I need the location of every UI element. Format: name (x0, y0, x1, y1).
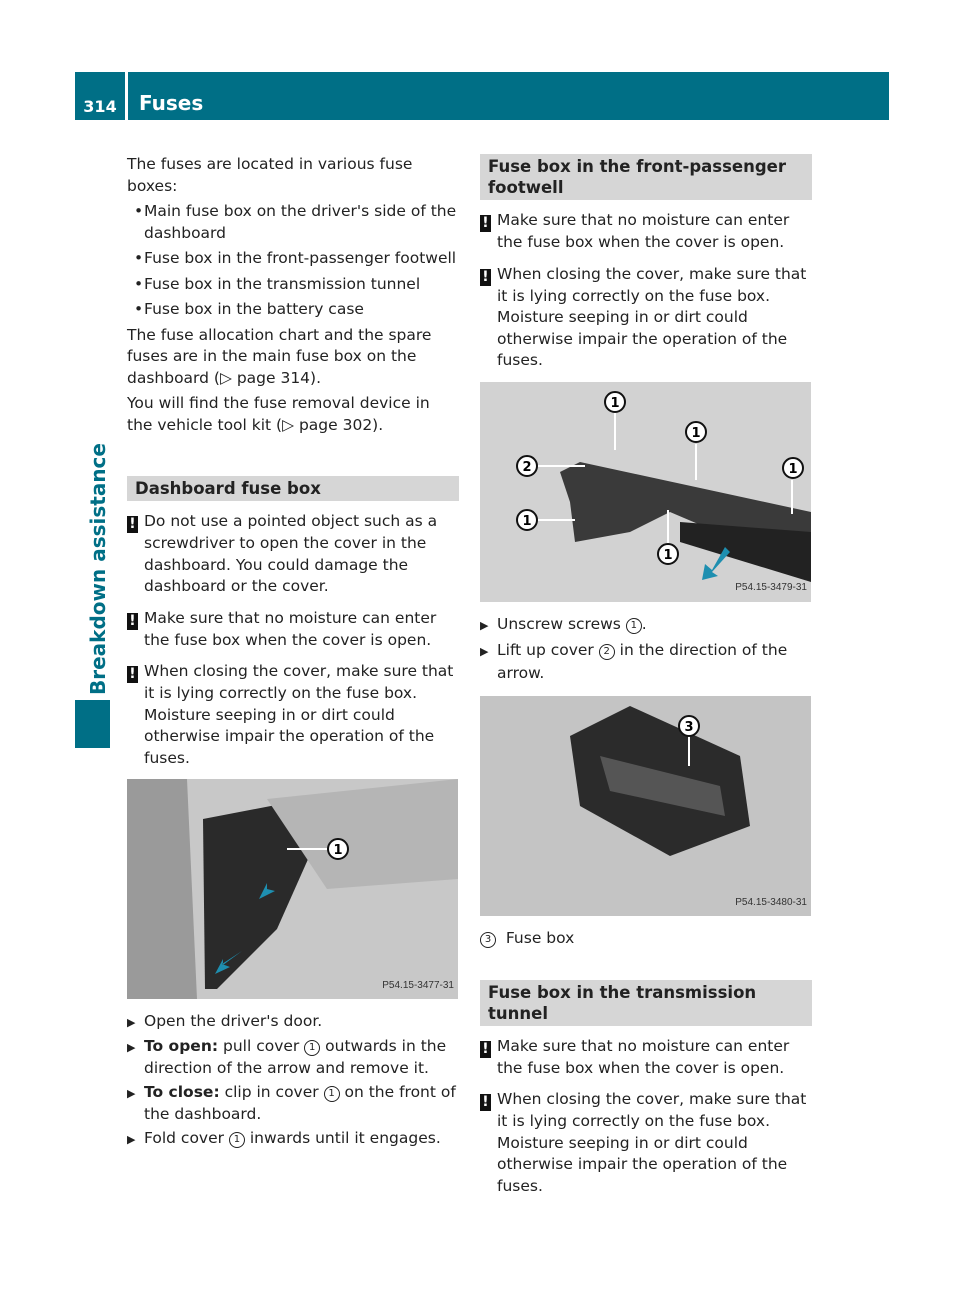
list-item: • Main fuse box on the driver's side of the dashboard (127, 201, 459, 244)
step-arrow-icon: ▶ (480, 645, 489, 658)
warning-icon: ! (480, 215, 491, 232)
page-number: 314 (75, 72, 125, 120)
warning-icon: ! (480, 1041, 491, 1058)
page-title: Fuses (128, 72, 889, 120)
warning: ! Make sure that no moisture can enter the fuse box when the cover is open. (480, 1036, 812, 1080)
side-tab-marker (75, 700, 110, 748)
svg-text:1: 1 (663, 547, 673, 563)
fuse-box-figure (480, 696, 811, 916)
svg-text:1: 1 (522, 513, 532, 529)
warning: ! Make sure that no moisture can enter the fuse box when the cover is open. (480, 210, 812, 254)
figure-code: P54.15-3479-31 (735, 582, 807, 593)
list-item: • Fuse box in the front-passenger footwell (127, 248, 459, 270)
warning: ! Make sure that no moisture can enter the fuse box when the cover is open. (127, 608, 459, 652)
instruction-step: ▶ Unscrew screws 1 . (480, 614, 812, 637)
section-heading: Fuse box in the front-passenger footwell (480, 154, 812, 200)
warning-icon: ! (127, 666, 138, 683)
list-item: • Fuse box in the battery case (127, 299, 459, 321)
svg-text:3: 3 (684, 720, 694, 735)
section-heading: Dashboard fuse box (127, 476, 459, 501)
instruction-step: ▶ To close: clip in cover 1 on the front of the dashboard. (127, 1082, 456, 1123)
warning: ! When closing the cover, make sure that it is lying correctly on the fuse box. Moisture seeping in or dirt could otherwise impair the operation of the fuses. (480, 264, 812, 372)
svg-text:1: 1 (610, 395, 620, 411)
step-arrow-icon: ▶ (480, 618, 489, 632)
instruction-step: ▶ Lift up cover 2 in the direction of the arrow. (480, 641, 788, 682)
instruction-step: ▶ To open: pull cover 1 outwards in the direction of the arrow and remove it. (127, 1036, 447, 1077)
passenger-footwell-figure (480, 382, 811, 602)
step-arrow-icon: ▶ (127, 1016, 136, 1029)
step-arrow-icon: ▶ (127, 1086, 136, 1100)
warning: ! When closing the cover, make sure that it is lying correctly on the fuse box. Moisture seeping in or dirt could otherwise impair the operation of the fuses. (127, 661, 459, 769)
step-arrow-icon: ▶ (127, 1132, 136, 1146)
instruction-step: ▶ Fold cover 1 inwards until it engages. (127, 1128, 459, 1151)
intro-text: The fuses are located in various fuse boxes: (127, 155, 413, 195)
warning: ! Do not use a pointed object such as a screwdriver to open the cover in the dashboard. You could damage the dashboard or the cover. (127, 511, 459, 598)
figure-legend: 3 Fuse box (480, 928, 812, 950)
warning-icon: ! (127, 516, 138, 533)
instruction-step: ▶ Open the driver's door. (127, 1011, 459, 1034)
left-column (127, 154, 459, 1152)
svg-text:2: 2 (522, 459, 532, 475)
warning-icon: ! (480, 269, 491, 286)
warning-icon: ! (127, 613, 138, 630)
dashboard-fuse-box-figure (127, 779, 458, 999)
section-heading: Fuse box in the transmission tunnel (480, 980, 812, 1026)
svg-text:1: 1 (788, 461, 798, 477)
warning: ! When closing the cover, make sure that it is lying correctly on the fuse box. Moisture seeping in or dirt could otherwise impair the operation of the fuses. (480, 1089, 812, 1197)
right-column (480, 154, 812, 1207)
step-arrow-icon: ▶ (127, 1040, 136, 1054)
paragraph: You will find the fuse removal device in the vehicle tool kit (▷ page 302). (127, 394, 430, 434)
svg-text:1: 1 (691, 425, 701, 441)
figure-code: P54.15-3477-31 (382, 979, 454, 991)
side-tab-label: Breakdown assistance (86, 443, 110, 695)
callout-1: 1 (333, 843, 343, 858)
warning-icon: ! (480, 1094, 491, 1111)
list-item: • Fuse box in the transmission tunnel (127, 274, 459, 296)
paragraph: The fuse allocation chart and the spare fuses are in the main fuse box on the dashboard (▷ page 314). (127, 325, 432, 387)
figure-code: P54.15-3480-31 (735, 896, 807, 908)
